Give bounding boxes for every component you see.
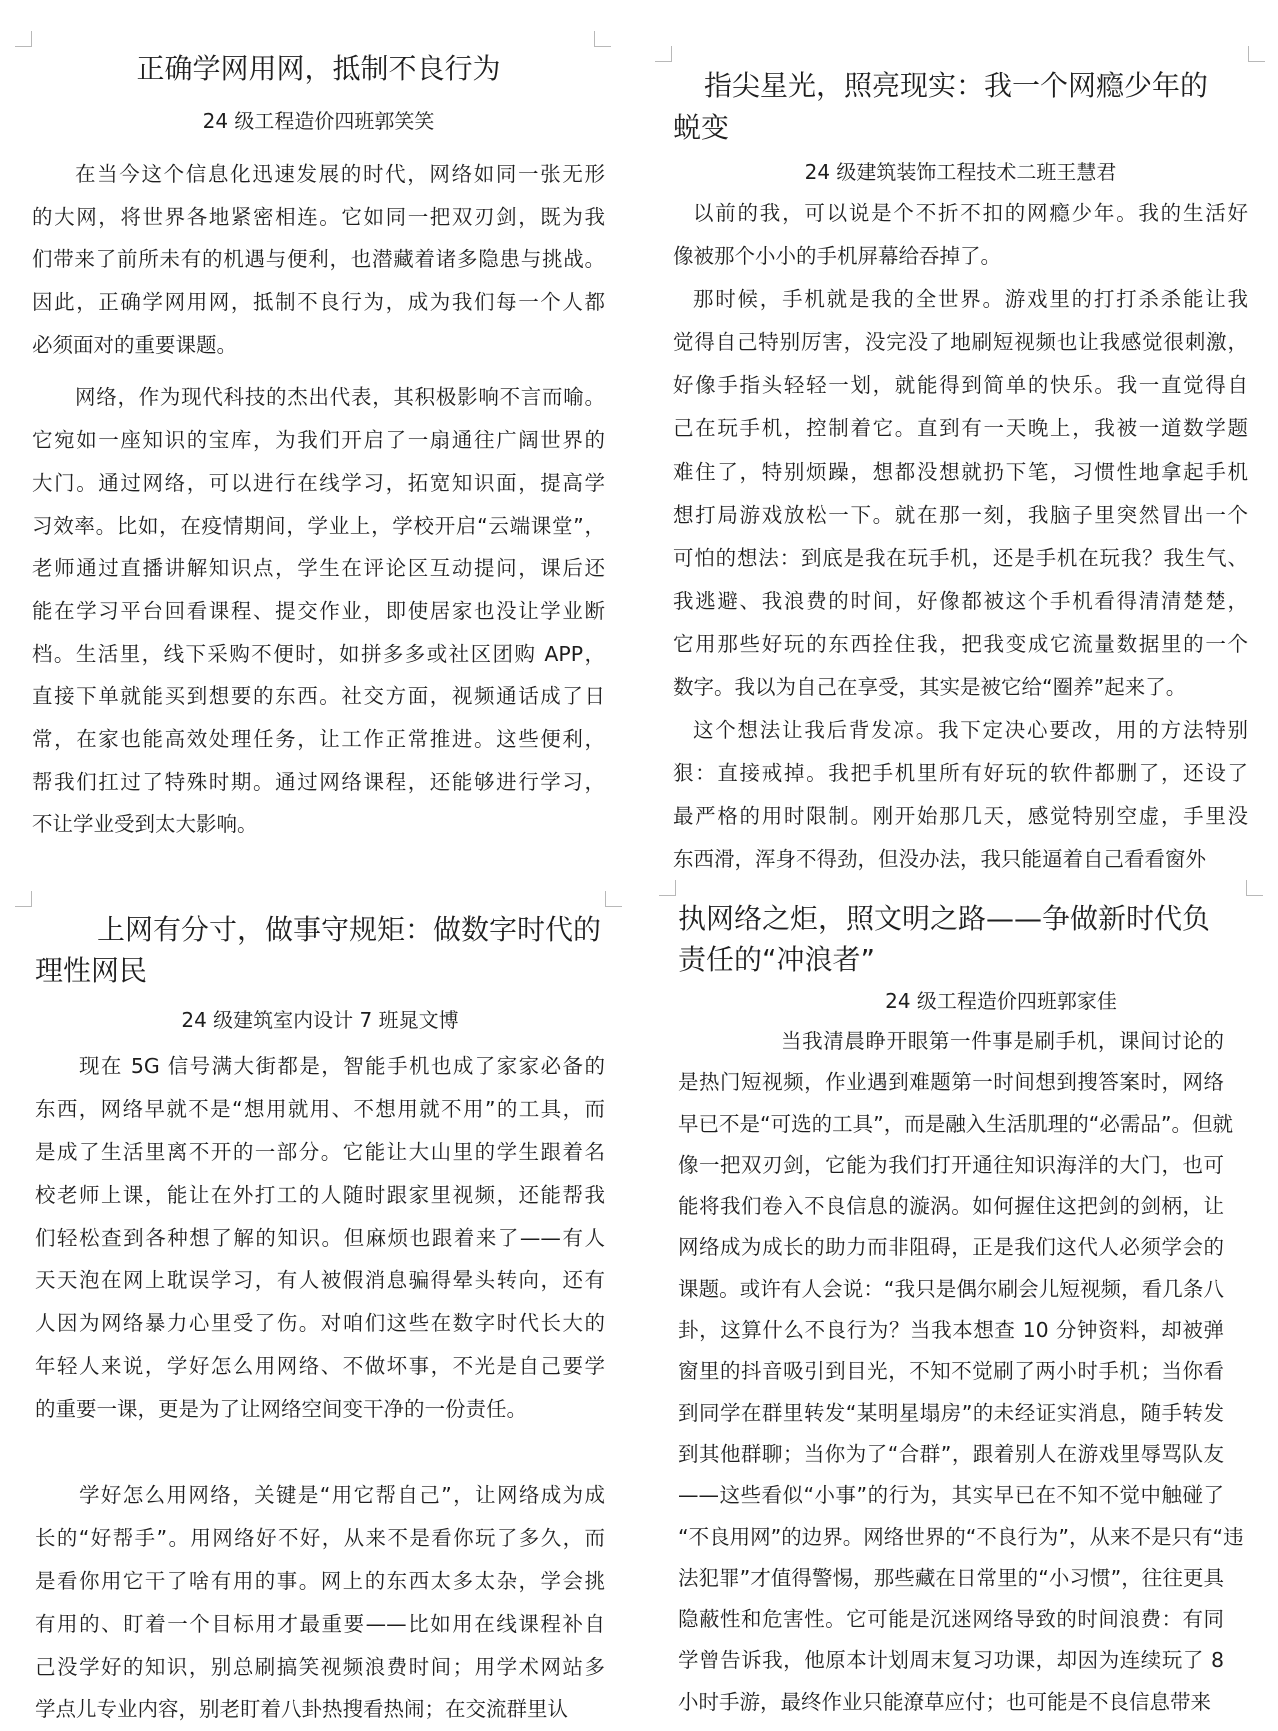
text-line: 人因为网络暴力心里受了伤。对咱们这些在数字时代长大的	[35, 1311, 605, 1336]
text-line: 法犯罪”才值得警惕，那些藏在日常里的“小习惯”，往往更具	[678, 1565, 1224, 1590]
text-line: 最严格的用时限制。刚开始那几天，感觉特别空虚，手里没	[673, 804, 1248, 829]
page-corner-mark	[1246, 880, 1263, 896]
text-line: 觉得自己特别厉害，没完没了地刷短视频也让我感觉很刺激，	[673, 330, 1248, 355]
essay-title-line: 指尖星光，照亮现实：我一个网瘾少年的	[704, 69, 1209, 102]
text-line: 天天泡在网上耽误学习，有人被假消息骗得晕头转向，还有	[35, 1268, 605, 1293]
text-line: 校老师上课，能让在外打工的人随时跟家里视频，还能帮我	[35, 1182, 605, 1207]
text-line: 狠：直接戒掉。我把手机里所有好玩的软件都删了，还设了	[673, 761, 1248, 786]
text-line: 档。生活里，线下采购不便时，如拼多多或社区团购 APP，	[32, 641, 605, 666]
text-line: 东西，网络早就不是“想用就用、不想用就不用”的工具，而	[35, 1096, 605, 1121]
essay-title-line: 理性网民	[35, 954, 148, 987]
text-line: 有用的、盯着一个目标用才最重要——比如用在线课程补自	[35, 1611, 605, 1636]
page-corner-mark	[659, 880, 676, 896]
text-line: 东西滑，浑身不得劲，但没办法，我只能逼着自己看看窗外	[673, 847, 1206, 872]
text-line: 是成了生活里离不开的一部分。它能让大山里的学生跟着名	[35, 1139, 605, 1164]
essay-body	[35, 1045, 605, 1731]
essay-title-line: 蜕变	[673, 111, 730, 144]
essay-panel-3	[35, 0, 605, 1722]
text-line: 它宛如一座知识的宝库，为我们开启了一扇通往广阔世界的	[32, 428, 605, 453]
text-line: 像被那个小小的手机屏幕给吞掉了。	[673, 244, 1001, 269]
text-line: 们轻松查到各种想了解的知识。但麻烦也跟着来了——有人	[35, 1225, 605, 1250]
essay-title-line: 正确学网用网，抵制不良行为	[136, 52, 501, 85]
text-line: “不良用网”的边界。网络世界的“不良行为”，从来不是只有“违	[678, 1524, 1244, 1549]
text-line: 的大网，将世界各地紧密相连。它如同一把双刃剑，既为我	[32, 204, 605, 229]
text-line: 大门。通过网络，可以进行在线学习，拓宽知识面，提高学	[32, 470, 605, 495]
text-line: 是看你用它干了啥有用的事。网上的东西太多太杂，学会挑	[35, 1568, 605, 1593]
essay-title	[35, 909, 605, 991]
text-line: 老师通过直播讲解知识点，学生在评论区互动提问，课后还	[32, 556, 605, 581]
text-line: 学点儿专业内容，别老盯着八卦热搜看热闹；在交流群里认	[35, 1697, 568, 1722]
text-line: 是热门短视频，作业遇到难题第一时间想到搜答案时，网络	[678, 1070, 1224, 1095]
text-line: 数字。我以为自己在享受，其实是被它给“圈养”起来了。	[673, 675, 1187, 700]
text-line: 帮我们扛过了特殊时期。通过网络课程，还能够进行学习，	[32, 769, 605, 794]
essay-paragraph	[35, 1474, 605, 1731]
text-line: 网络，作为现代科技的杰出代表，其积极影响不言而喻。	[75, 385, 605, 410]
text-line: 隐蔽性和危害性。它可能是沉迷网络导致的时间浪费：有同	[678, 1607, 1224, 1632]
text-line: 它用那些好玩的东西拴住我，把我变成它流量数据里的一个	[673, 631, 1248, 656]
text-line: 现在 5G 信号满大街都是，智能手机也成了家家必备的	[79, 1054, 605, 1078]
essay-author: 24 级建筑装饰工程技术二班王慧君	[804, 160, 1117, 184]
text-line: 能将我们卷入不良信息的漩涡。如何握住这把剑的剑柄，让	[678, 1194, 1224, 1219]
text-line: 网络成为成长的助力而非阻碍，正是我们这代人必须学会的	[678, 1235, 1224, 1260]
essay-title-line: 执网络之炬，照文明之路——争做新时代负	[678, 902, 1211, 935]
essay-author: 24 级工程造价四班郭笑笑	[202, 109, 435, 133]
text-line: 当我清晨睁开眼第一件事是刷手机，课间讨论的	[781, 1029, 1224, 1053]
essay-paragraph	[678, 1021, 1244, 1723]
text-line: 早已不是“可选的工具”，而是融入生活肌理的“必需品”。但就	[678, 1111, 1233, 1136]
text-line: 我逃避、我浪费的时间，好像都被这个手机看得清清楚楚，	[673, 588, 1248, 613]
page-corner-mark	[605, 891, 622, 907]
text-line: 们带来了前所未有的机遇与便利，也潜藏着诸多隐患与挑战。	[32, 247, 605, 272]
text-line: 那时候，手机就是我的全世界。游戏里的打打杀杀能让我	[693, 287, 1248, 312]
text-line: 像一把双刃剑，它能为我们打开通往知识海洋的大门，也可	[678, 1152, 1224, 1177]
page-corner-mark	[655, 46, 672, 62]
essay-author: 24 级工程造价四班郭家佳	[885, 989, 1117, 1013]
text-line: 好像手指头轻轻一划，就能得到简单的快乐。我一直觉得自	[673, 373, 1248, 398]
text-line: 长的“好帮手”。用网络好不好，从来不是看你玩了多久，而	[35, 1525, 605, 1550]
text-line: 必须面对的重要课题。	[32, 332, 237, 357]
page-corner-mark	[15, 31, 32, 47]
text-line: 课题。或许有人会说：“我只是偶尔刷会儿短视频，看几条八	[678, 1276, 1224, 1301]
text-line: 在当今这个信息化迅速发展的时代，网络如同一张无形	[75, 162, 605, 186]
essay-author: 24 级建筑室内设计 7 班晁文博	[181, 1008, 459, 1032]
essay-title-line: 责任的“冲浪者”	[678, 943, 876, 976]
text-line: 能在学习平台回看课程、提交作业，即使居家也没让学业断	[32, 598, 605, 623]
text-line: 的重要一课，更是为了让网络空间变干净的一份责任。	[35, 1397, 527, 1422]
essay-panel-4	[678, 0, 1244, 1714]
text-line: 不让学业受到太大影响。	[32, 812, 258, 837]
text-line: 窗里的抖音吸引到目光，不知不觉刷了两小时手机；当你看	[678, 1359, 1224, 1384]
text-line: 因此，正确学网用网，抵制不良行为，成为我们每一个人都	[32, 290, 605, 315]
essay-title-line: 上网有分寸，做事守规矩：做数字时代的	[97, 913, 602, 946]
text-line: 常，在家也能高效处理任务，让工作正常推进。这些便利，	[32, 726, 605, 751]
page-corner-mark	[1248, 46, 1265, 62]
text-line: ——这些看似“小事”的行为，其实早已在不知不觉中触碰了	[678, 1483, 1224, 1508]
text-line: 直接下单就能买到想要的东西。社交方面，视频通话成了日	[32, 684, 605, 709]
text-line: 习效率。比如，在疫情期间，学业上，学校开启“云端课堂”，	[32, 513, 605, 538]
essay-body	[678, 1021, 1244, 1723]
essay-paragraph	[35, 1045, 605, 1431]
text-line: 己在玩手机，控制着它。直到有一天晚上，我被一道数学题	[673, 416, 1248, 441]
text-line: 可怕的想法：到底是我在玩手机，还是手机在玩我？我生气、	[673, 545, 1248, 570]
text-line: 这个想法让我后背发凉。我下定决心要改，用的方法特别	[693, 718, 1248, 743]
essay-title	[678, 898, 1224, 980]
text-line: 己没学好的知识，别总刷搞笑视频浪费时间；用学术网站多	[35, 1654, 605, 1679]
text-line: 学曾告诉我，他原本计划周末复习功课，却因为连续玩了 8	[678, 1648, 1224, 1673]
text-line: 卦，这算什么不良行为？当我本想查 10 分钟资料，却被弹	[678, 1318, 1224, 1343]
text-line: 想打局游戏放松一下。就在那一刻，我脑子里突然冒出一个	[673, 502, 1248, 527]
text-line: 小时手游，最终作业只能潦草应付；也可能是不良信息带来	[678, 1689, 1211, 1714]
text-line: 以前的我，可以说是个不折不扣的网瘾少年。我的生活好	[693, 201, 1248, 225]
text-line: 到其他群聊；当你为了“合群”，跟着别人在游戏里辱骂队友	[678, 1441, 1224, 1466]
page-corner-mark	[15, 891, 32, 907]
text-line: 年轻人来说，学好怎么用网络、不做坏事，不光是自己要学	[35, 1354, 605, 1379]
text-line: 难住了，特别烦躁，想都没想就扔下笔，习惯性地拿起手机	[673, 459, 1248, 484]
text-line: 到同学在群里转发“某明星塌房”的未经证实消息，随手转发	[678, 1400, 1224, 1425]
text-line: 学好怎么用网络，关键是“用它帮自己”，让网络成为成	[79, 1483, 605, 1508]
